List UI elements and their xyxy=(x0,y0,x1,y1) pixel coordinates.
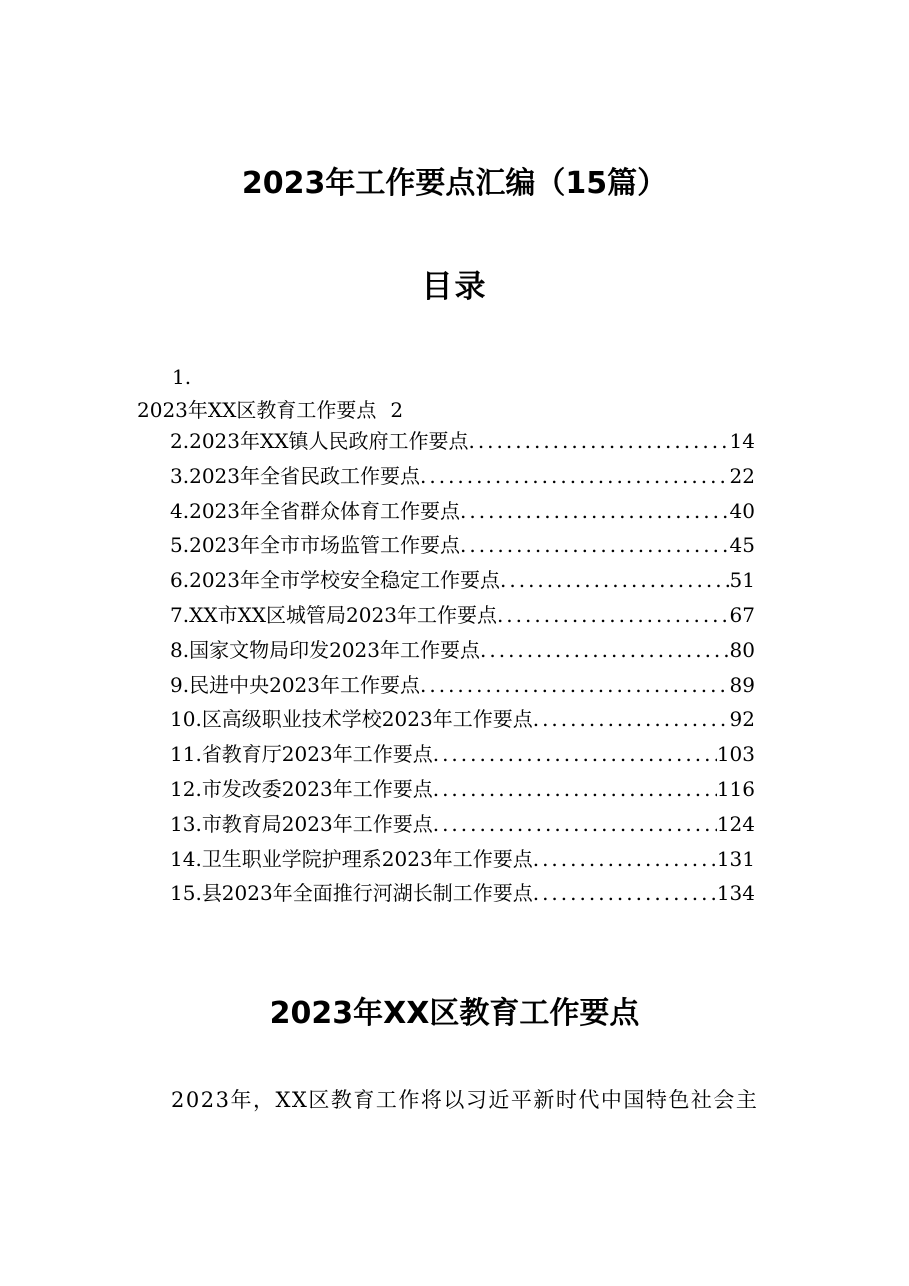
toc-item-page: 51 xyxy=(729,568,755,593)
toc-dot-leader xyxy=(468,427,729,455)
toc-item-text: 民进中央2023年工作要点 xyxy=(189,672,420,697)
toc-item-text: 2023年全省民政工作要点 xyxy=(189,463,420,488)
toc-item-number: 9. xyxy=(170,672,190,697)
toc-item-1-text: 2023年XX区教育工作要点 xyxy=(137,398,377,422)
toc-item-text: 2023年全市市场监管工作要点 xyxy=(189,533,460,558)
toc-dot-leader xyxy=(420,671,730,699)
toc-item-page: 92 xyxy=(729,707,755,732)
toc-dot-leader xyxy=(460,531,730,559)
toc-heading: 目录 xyxy=(421,269,488,305)
toc-item-page: 131 xyxy=(716,846,755,871)
toc-dot-leader xyxy=(533,845,717,873)
toc-item-number: 2. xyxy=(170,429,190,453)
toc-item-number: 8. xyxy=(170,637,190,662)
toc-dot-leader xyxy=(420,462,730,490)
toc-dot-leader xyxy=(433,740,717,768)
toc-item-11[interactable] xyxy=(170,740,755,775)
toc-dot-leader xyxy=(433,810,717,838)
toc-item-number: 4. xyxy=(170,498,190,523)
toc-item-number: 7. xyxy=(170,602,190,627)
toc-item-2[interactable] xyxy=(170,427,755,462)
toc-item-page: 116 xyxy=(716,776,755,801)
toc-item-page: 103 xyxy=(716,742,755,767)
toc-dot-leader xyxy=(480,636,730,664)
toc-item-text: 县2023年全面推行河湖长制工作要点 xyxy=(201,881,533,906)
toc-item-page: 67 xyxy=(729,602,755,627)
toc-item-1[interactable] xyxy=(137,397,403,423)
toc-item-15[interactable] xyxy=(170,879,755,914)
toc-dot-leader xyxy=(460,497,730,525)
toc-item-number: 13. xyxy=(170,811,202,836)
toc-item-text: 2023年全省群众体育工作要点 xyxy=(189,498,460,523)
section-heading: 2023年XX区教育工作要点 xyxy=(269,996,640,1031)
toc-item-page: 40 xyxy=(729,498,755,523)
toc-item-page: 124 xyxy=(716,811,755,836)
toc-item-page: 14 xyxy=(729,429,755,453)
toc-item-number: 10. xyxy=(170,707,202,732)
body-paragraph: 2023年，XX区教育工作将以习近平新时代中国特色社会主 xyxy=(171,1088,759,1112)
toc-item-13[interactable] xyxy=(170,810,755,845)
toc-item-page: 45 xyxy=(729,533,755,558)
toc-dot-leader xyxy=(533,879,717,907)
toc-dot-leader xyxy=(533,705,730,733)
toc-item-8[interactable] xyxy=(170,636,755,671)
toc-item-number: 11. xyxy=(170,742,202,767)
toc-item-text: 省教育厅2023年工作要点 xyxy=(201,742,433,767)
table-of-contents xyxy=(170,427,755,914)
toc-item-text: 国家文物局印发2023年工作要点 xyxy=(189,637,480,662)
toc-item-number: 12. xyxy=(170,776,202,801)
toc-item-text: 卫生职业学院护理系2023年工作要点 xyxy=(201,846,533,871)
toc-item-number: 15. xyxy=(170,881,202,906)
toc-item-number: 6. xyxy=(170,568,190,593)
toc-item-text: XX市XX区城管局2023年工作要点 xyxy=(189,602,497,627)
toc-item-text: 市发改委2023年工作要点 xyxy=(201,776,433,801)
toc-item-1-page: 2 xyxy=(390,398,404,422)
toc-item-text: 2023年全市学校安全稳定工作要点 xyxy=(189,568,500,593)
toc-item-number: 5. xyxy=(170,533,190,558)
toc-item-text: 2023年XX镇人民政府工作要点 xyxy=(189,429,469,453)
toc-item-number: 14. xyxy=(170,846,202,871)
toc-item-3[interactable] xyxy=(170,462,755,497)
toc-item-page: 80 xyxy=(729,637,755,662)
toc-item-9[interactable] xyxy=(170,671,755,706)
toc-item-text: 区高级职业技术学校2023年工作要点 xyxy=(201,707,533,732)
toc-item-7[interactable] xyxy=(170,601,755,636)
toc-dot-leader xyxy=(497,601,730,629)
toc-item-5[interactable] xyxy=(170,531,755,566)
toc-item-1-number: 1. xyxy=(172,365,192,389)
toc-item-10[interactable] xyxy=(170,705,755,740)
toc-dot-leader xyxy=(500,566,730,594)
document-title: 2023年工作要点汇编（15篇） xyxy=(241,166,668,201)
toc-item-14[interactable] xyxy=(170,845,755,880)
toc-item-text: 市教育局2023年工作要点 xyxy=(201,811,433,836)
toc-item-page: 22 xyxy=(729,463,755,488)
toc-item-4[interactable] xyxy=(170,497,755,532)
toc-item-number: 3. xyxy=(170,463,190,488)
toc-item-6[interactable] xyxy=(170,566,755,601)
toc-dot-leader xyxy=(433,775,717,803)
toc-item-page: 134 xyxy=(716,881,755,906)
toc-item-page: 89 xyxy=(729,672,755,697)
toc-item-12[interactable] xyxy=(170,775,755,810)
